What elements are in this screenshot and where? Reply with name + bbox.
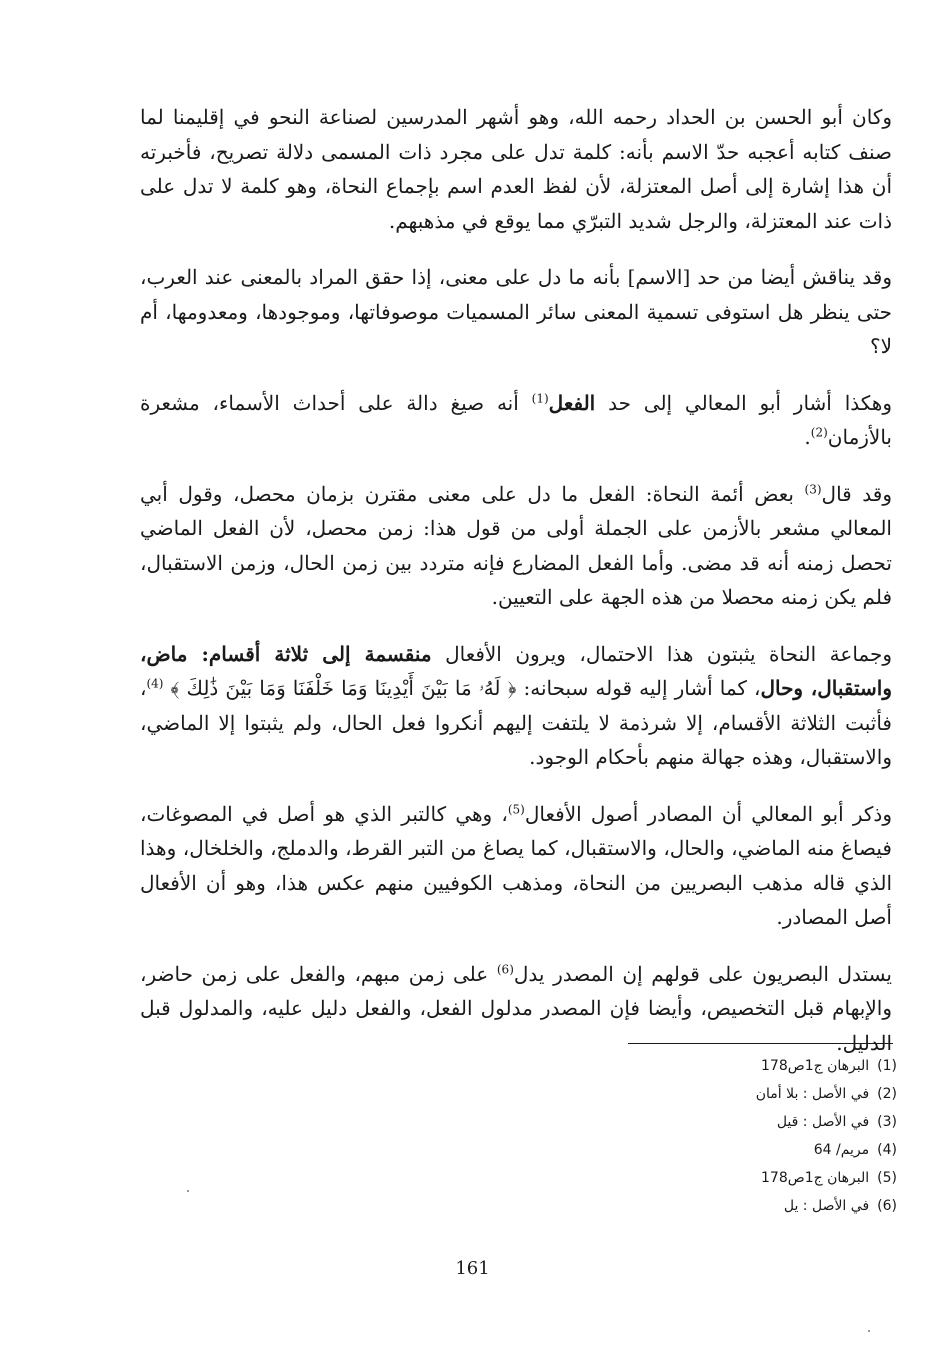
text-run: وذكر أبو المعالي أن المصادر أصول الأفعال (524, 801, 892, 826)
bold-term: الفعل (548, 390, 596, 415)
footnote-number: (6) (877, 1198, 897, 1214)
footnote-ref: (3) (804, 481, 822, 496)
footnote-ref: (5) (507, 801, 525, 816)
footnote-item (557, 1136, 897, 1164)
footnote-number: (2) (877, 1086, 897, 1102)
body-text (140, 100, 892, 1082)
text-run: وقد قال (821, 481, 892, 506)
paragraph (140, 100, 892, 238)
text-run: يستدل البصريون على قولهم إن المصدر يدل (513, 961, 893, 986)
text-run: بعض أئمة النحاة: الفعل ما دل على معنى مقترن بزمان محصل، وقول أبي المعالي مشعر بالأزمن على الجملة أولى من قول هذا: زمن محصل، لأن الفعل الماضي تحصل زمنه أنه قد مضى. وأما الفعل المضارع فإنه متردد بين زمن الحال، وزمن الاستقبال، فلم يكن زمنه محصلا من هذه الجهة على التعيين. (140, 481, 892, 609)
page-number: 161 (455, 1258, 490, 1279)
paragraph (140, 386, 892, 455)
scan-speck (187, 1190, 189, 1192)
footnote-text: البرهان ج1ص178 (761, 1170, 870, 1186)
footnote-item (557, 1164, 897, 1192)
footnote-item (557, 1108, 897, 1136)
footnote-ref: (6) (496, 961, 514, 976)
footnote-text: في الأصل : بلا أمان (755, 1086, 870, 1102)
text-run (163, 676, 170, 700)
text-run: . (804, 425, 811, 449)
paragraph (140, 477, 892, 615)
footnotes-list (557, 1052, 897, 1220)
bold-term: منقسمة إلى ثلاثة أقسام: ماض، واستقبال، وحال (140, 641, 892, 700)
footnote-item (557, 1080, 897, 1108)
footnote-number: (1) (877, 1058, 897, 1074)
text-run: وكان أبو الحسن بن الحداد رحمه الله، وهو أشهر المدرسين لصناعة النحو في إقليمنا لما صنف كتابه أعجبه حدّ الاسم بأنه: كلمة تدل على مجرد ذات المسمى دلالة تصريح، فأخبرته أن هذا إشارة إلى أصل المعتزلة، لأن لفظ العدم اسم بإجماع النحاة، وهو كلمة لا تدل على ذات عند المعتزلة، والرجل شديد التبرّي مما يوقع في مذهبهم. (140, 105, 892, 233)
footnote-number: (4) (877, 1142, 897, 1158)
quran-verse: ﴿ لَهُۥ مَا بَيْنَ أَيْدِينَا وَمَا خَلْفَنَا وَمَا بَيْنَ ذَٰلِكَ ﴾ (170, 676, 517, 700)
footnote-ref: (1) (531, 390, 549, 405)
text-run: وقد يناقش أيضا من حد [الاسم] بأنه ما دل على معنى، إذا حقق المراد بالمعنى عند العرب، حتى ينظر هل استوفى تسمية المعنى سائر المسميات موصوفاتها، وموجودها، ومعدومها، أم لا؟ (140, 265, 892, 358)
footnote-number: (5) (877, 1170, 897, 1186)
scan-speck (868, 1330, 870, 1332)
footnote-text: في الأصل : قيل (776, 1114, 870, 1130)
footnote-ref: (2) (810, 425, 828, 440)
footnote-text: مريم/ 64 (813, 1142, 870, 1158)
text-run: وهكذا أشار أبو المعالي إلى حد (595, 390, 892, 415)
footnote-separator (628, 1043, 893, 1044)
text-run: على زمن مبهم، والفعل على زمن حاضر، والإبهام قبل التخصيص، وأيضا فإن المصدر مدلول الفعل، والفعل دليل عليه، والمدلول قبل الدليل. (140, 961, 892, 1055)
footnote-item (557, 1192, 897, 1220)
footnote-ref: (4) (146, 676, 164, 691)
text-run: ، وهي كالتبر الذي هو أصل في المصوغات، فيصاغ منه الماضي، والحال، والاستقبال، كما يصاغ من التبر القرط، والدملج، والخلخال، وهذا الذي قاله مذهب البصريين من النحاة، ومذهب الكوفيين منهم عكس هذا، وهو أن الأفعال أصل المصادر. (140, 801, 893, 929)
paragraph (140, 637, 892, 775)
paragraph (140, 797, 892, 935)
text-run: أنه صيغ دالة على أحداث الأسماء، مشعرة بالأزمان (140, 390, 892, 449)
footnote-number: (3) (877, 1114, 897, 1130)
footnote-text: في الأصل : يل (783, 1198, 870, 1214)
paragraph (140, 957, 892, 1061)
paragraph (140, 260, 892, 364)
footnote-item (557, 1052, 897, 1080)
text-run: وجماعة النحاة يثبتون هذا الاحتمال، ويرون الأفعال (431, 641, 892, 666)
text-run: ، فأثبت الثلاثة الأقسام، إلا شرذمة لا يلتفت إليهم أنكروا فعل الحال، ولم يثبتوا إلا الماضي، والاستقبال، وهذه جهالة منهم بأحكام الوجود. (140, 676, 892, 769)
footnote-text: البرهان ج1ص178 (761, 1058, 870, 1074)
text-run: ، كما أشار إليه قوله سبحانه: (516, 676, 761, 700)
